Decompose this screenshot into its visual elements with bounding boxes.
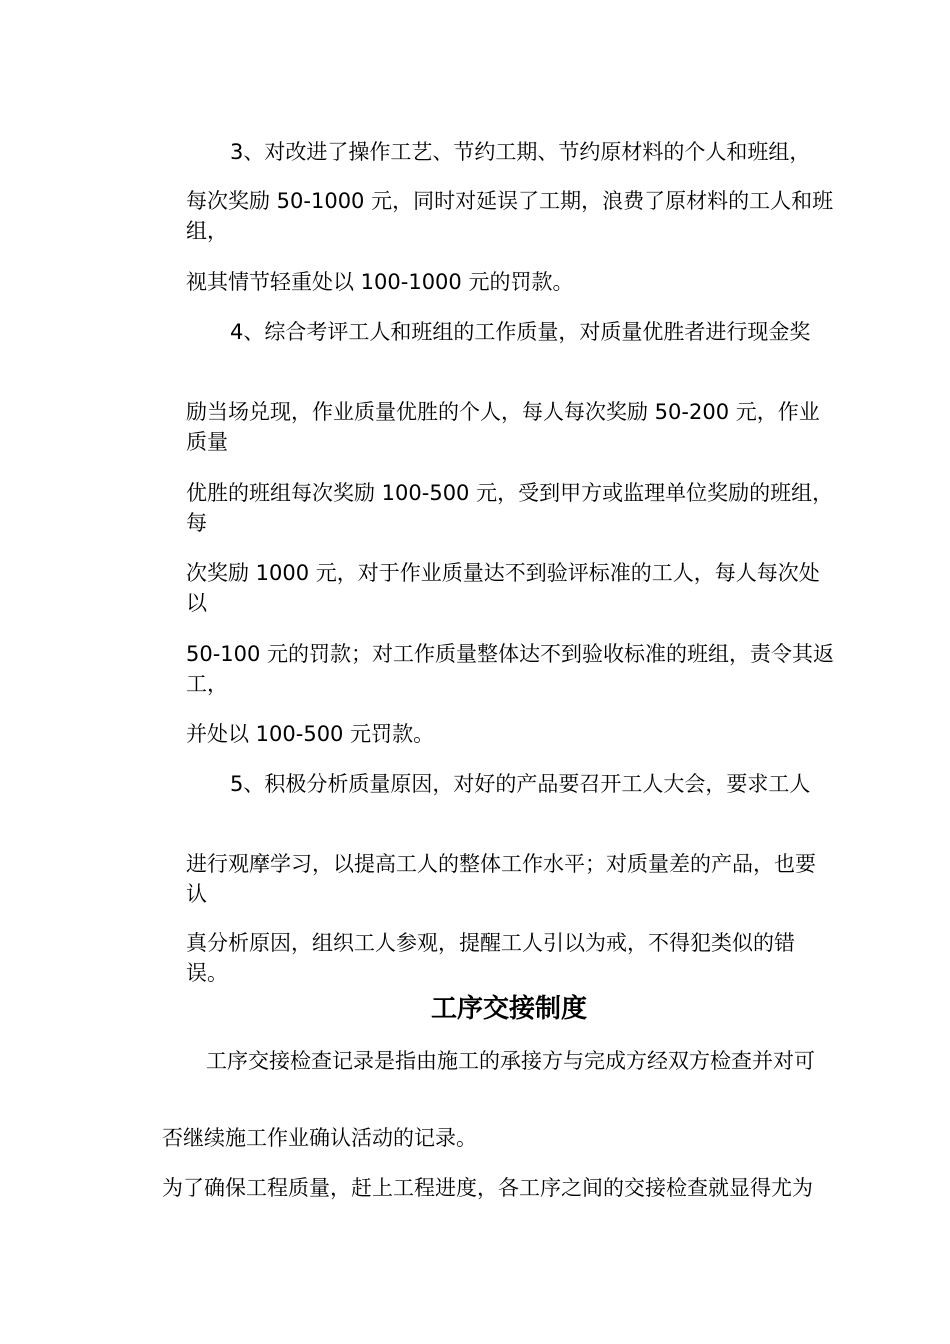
paragraph-line: 每次奖励 50-1000 元，同时对延误了工期，浪费了原材料的工人和班组， [186,189,834,243]
paragraph-item-5: 5、积极分析质量原因，对好的产品要召开工人大会，要求工人 [230,772,811,796]
paragraph-intro: 工序交接检查记录是指由施工的承接方与完成方经双方检查并对可 [206,1049,815,1073]
paragraph-line: 真分析原因，组织工人参观，提醒工人引以为戒，不得犯类似的错误。 [186,931,795,985]
paragraph-item-3: 3、对改进了操作工艺、节约工期、节约原材料的个人和班组， [230,140,811,164]
paragraph-line: 视其情节轻重处以 100-1000 元的罚款。 [186,270,574,294]
paragraph-line: 励当场兑现，作业质量优胜的个人，每人每次奖励 50-200 元，作业质量 [186,400,820,454]
paragraph-line: 为了确保工程质量，赶上工程进度，各工序之间的交接检查就显得尤为 [162,1176,813,1200]
paragraph-line: 进行观摩学习，以提高工人的整体工作水平；对质量差的产品，也要认 [186,852,816,906]
paragraph-item-4: 4、综合考评工人和班组的工作质量，对质量优胜者进行现金奖 [230,320,811,344]
paragraph-line: 优胜的班组每次奖励 100-500 元，受到甲方或监理单位奖励的班组，每 [186,481,834,535]
section-title: 工序交接制度 [430,994,587,1024]
paragraph-line: 否继续施工作业确认活动的记录。 [162,1126,477,1150]
paragraph-line: 50-100 元的罚款；对工作质量整体达不到验收标准的班组，责令其返工， [186,642,835,696]
paragraph-line: 并处以 100-500 元罚款。 [186,722,435,746]
paragraph-line: 次奖励 1000 元，对于作业质量达不到验评标准的工人，每人每次处以 [186,561,820,615]
